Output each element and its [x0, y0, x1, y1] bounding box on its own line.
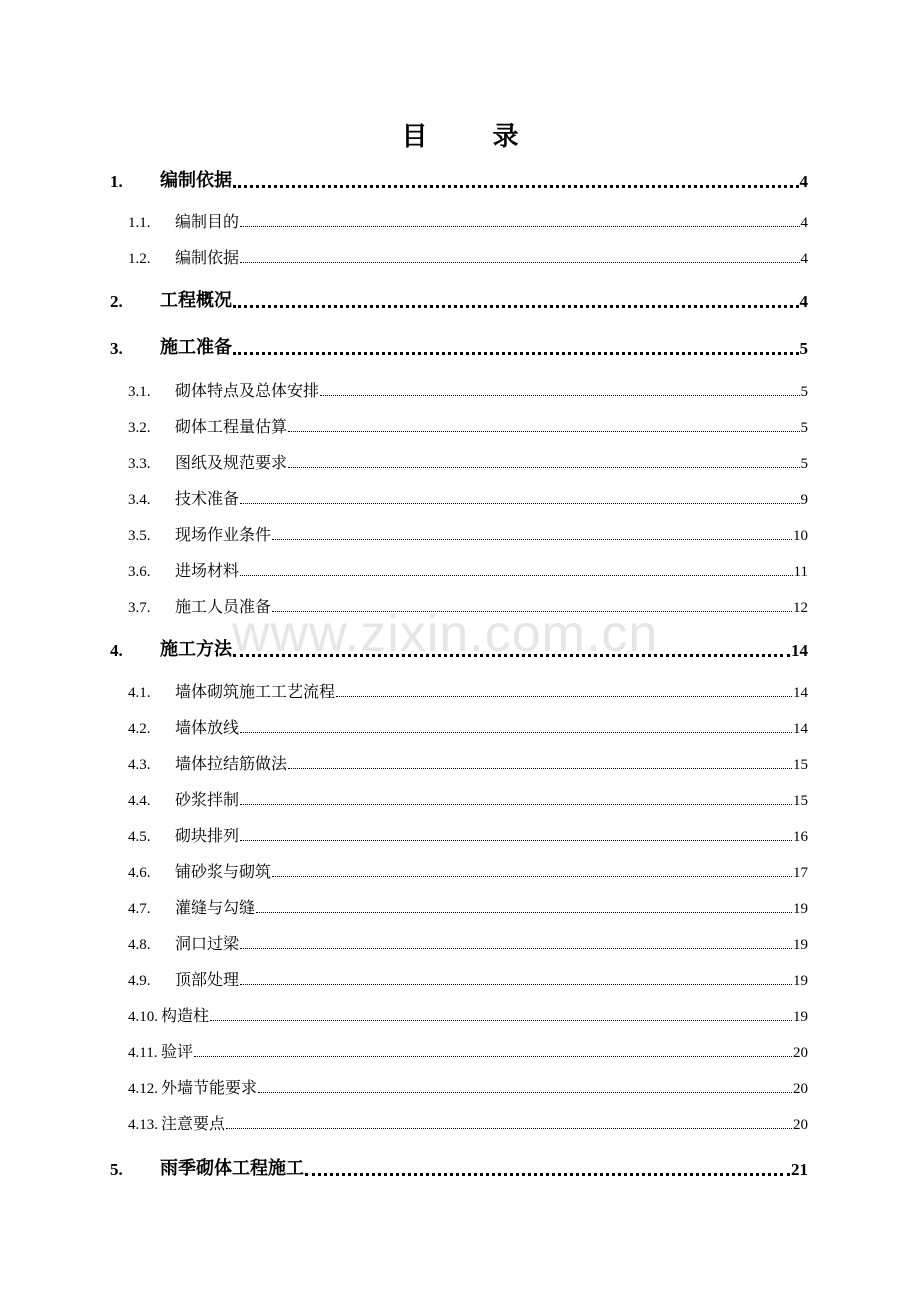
toc-dot-leader	[272, 876, 792, 877]
toc-entry-number: 4.2.	[128, 721, 151, 737]
toc-entry-title: 进场材料	[175, 561, 240, 580]
toc-entry-page: 11	[793, 564, 808, 580]
toc-entry-title: 砌体特点及总体安排	[175, 381, 320, 400]
toc-dot-leader	[233, 305, 799, 308]
toc-entry-title: 施工人员准备	[175, 597, 272, 616]
toc-entry-page: 4	[800, 251, 808, 267]
toc-entry[interactable]	[0, 206, 920, 232]
toc-dot-leader	[240, 503, 800, 504]
toc-entry-page: 20	[793, 1045, 808, 1061]
toc-dot-leader	[240, 804, 792, 805]
toc-entry-number: 1.	[110, 172, 123, 191]
toc-entry-title: 施工准备	[160, 337, 232, 358]
toc-dot-leader	[226, 1128, 792, 1129]
toc-entry[interactable]	[0, 591, 920, 617]
toc-entry-number: 4.4.	[128, 793, 151, 809]
toc-entry-page: 19	[793, 901, 808, 917]
toc-entry-number: 4.	[110, 641, 123, 660]
toc-entry-number: 4.3.	[128, 757, 151, 773]
toc-entry[interactable]	[0, 333, 920, 359]
toc-entry-title: 砂浆拌制	[175, 790, 240, 809]
toc-entry-page: 4	[799, 172, 808, 191]
toc-entry-page: 5	[800, 456, 808, 472]
toc-entry-title: 图纸及规范要求	[175, 453, 288, 472]
toc-entry-number: 4.8.	[128, 937, 151, 953]
toc-entry-number: 4.6.	[128, 865, 151, 881]
toc-entry[interactable]	[0, 1000, 920, 1026]
toc-entry[interactable]	[0, 964, 920, 990]
toc-entry-number: 3.2.	[128, 420, 151, 436]
toc-dot-leader	[288, 431, 800, 432]
toc-entry-number: 4.11.	[128, 1045, 158, 1061]
toc-dot-leader	[258, 1092, 792, 1093]
toc-entry-title: 顶部处理	[175, 970, 240, 989]
toc-dot-leader	[194, 1056, 792, 1057]
toc-entry[interactable]	[0, 856, 920, 882]
toc-entry-title: 外墙节能要求	[161, 1078, 258, 1097]
toc-entry-number: 4.12.	[128, 1081, 158, 1097]
toc-entry[interactable]	[0, 411, 920, 437]
toc-entry-title: 砌体工程量估算	[175, 417, 288, 436]
toc-entry-number: 3.5.	[128, 528, 151, 544]
toc-entry-page: 21	[791, 1160, 808, 1179]
toc-entry-title: 雨季砌体工程施工	[160, 1158, 304, 1179]
toc-dot-leader	[288, 768, 792, 769]
toc-entry[interactable]	[0, 676, 920, 702]
toc-entry-page: 12	[793, 600, 808, 616]
toc-entry[interactable]	[0, 1072, 920, 1098]
toc-entry-title: 编制目的	[175, 212, 240, 231]
toc-dot-leader	[272, 611, 792, 612]
toc-entry-page: 14	[791, 641, 808, 660]
toc-entry[interactable]	[0, 242, 920, 268]
toc-dot-leader	[256, 912, 792, 913]
toc-entry-page: 10	[793, 528, 808, 544]
toc-entry-title: 编制依据	[160, 170, 232, 191]
toc-entry-number: 4.13.	[128, 1117, 158, 1133]
toc-entry-number: 3.	[110, 339, 123, 358]
toc-entry[interactable]	[0, 928, 920, 954]
toc-dot-leader	[320, 395, 800, 396]
toc-dot-leader	[240, 262, 800, 263]
toc-entry-page: 19	[793, 973, 808, 989]
toc-dot-leader	[240, 948, 792, 949]
toc-dot-leader	[305, 1173, 790, 1176]
toc-entry-page: 17	[793, 865, 808, 881]
toc-entry-title: 洞口过梁	[175, 934, 240, 953]
toc-entry-page: 5	[800, 384, 808, 400]
toc-dot-leader	[233, 352, 799, 355]
toc-entry[interactable]	[0, 483, 920, 509]
toc-entry-title: 墙体放线	[175, 718, 240, 737]
toc-entry-page: 4	[799, 292, 808, 311]
toc-entry-page: 5	[799, 339, 808, 358]
toc-entry[interactable]	[0, 555, 920, 581]
toc-dot-leader	[272, 539, 792, 540]
toc-entry[interactable]	[0, 286, 920, 312]
toc-entry-page: 19	[793, 1009, 808, 1025]
toc-entry-number: 2.	[110, 292, 123, 311]
toc-entry[interactable]	[0, 784, 920, 810]
toc-entry-number: 3.1.	[128, 384, 151, 400]
toc-entry-number: 1.2.	[128, 251, 151, 267]
toc-dot-leader	[233, 185, 799, 188]
toc-entry-title: 灌缝与勾缝	[175, 898, 256, 917]
toc-entry-number: 4.5.	[128, 829, 151, 845]
toc-entry-title: 编制依据	[175, 248, 240, 267]
toc-entry[interactable]	[0, 892, 920, 918]
toc-entry[interactable]	[0, 1108, 920, 1134]
toc-entry-title: 工程概况	[160, 290, 232, 311]
toc-entry[interactable]	[0, 1154, 920, 1180]
toc-entry[interactable]	[0, 748, 920, 774]
toc-entry-page: 20	[793, 1117, 808, 1133]
toc-entry[interactable]	[0, 375, 920, 401]
toc-dot-leader	[210, 1020, 792, 1021]
toc-entry-page: 14	[793, 721, 808, 737]
toc-entry-number: 4.1.	[128, 685, 151, 701]
toc-entry-page: 4	[800, 215, 808, 231]
toc-entry-title: 验评	[161, 1042, 194, 1061]
toc-dot-leader	[336, 696, 792, 697]
toc-entry-page: 16	[793, 829, 808, 845]
toc-entry-number: 4.7.	[128, 901, 151, 917]
toc-entry-page: 19	[793, 937, 808, 953]
toc-entry-page: 15	[793, 793, 808, 809]
toc-entry-title: 构造柱	[161, 1006, 210, 1025]
toc-entry[interactable]	[0, 820, 920, 846]
toc-dot-leader	[288, 467, 800, 468]
toc-entry-number: 4.9.	[128, 973, 151, 989]
toc-entry-number: 1.1.	[128, 215, 151, 231]
toc-entry-page: 20	[793, 1081, 808, 1097]
toc-entry-title: 铺砂浆与砌筑	[175, 862, 272, 881]
toc-dot-leader	[240, 984, 792, 985]
toc-entry[interactable]	[0, 166, 920, 192]
toc-entry-page: 14	[793, 685, 808, 701]
toc-entry-page: 9	[800, 492, 808, 508]
toc-dot-leader	[240, 226, 800, 227]
toc-entry-title: 墙体拉结筋做法	[175, 754, 288, 773]
toc-entry[interactable]	[0, 635, 920, 661]
toc-entry-title: 现场作业条件	[175, 525, 272, 544]
toc-entry-number: 4.10.	[128, 1009, 158, 1025]
toc-entry-number: 3.4.	[128, 492, 151, 508]
toc-dot-leader	[240, 575, 793, 576]
toc-entry[interactable]	[0, 447, 920, 473]
toc-entry-title: 砌块排列	[175, 826, 240, 845]
toc-entry-number: 3.6.	[128, 564, 151, 580]
toc-dot-leader	[240, 840, 792, 841]
toc-entry-page: 15	[793, 757, 808, 773]
toc-entry-title: 墙体砌筑施工工艺流程	[175, 682, 336, 701]
toc-entry[interactable]	[0, 519, 920, 545]
toc-dot-leader	[233, 654, 790, 657]
toc-entry[interactable]	[0, 712, 920, 738]
toc-entry-title: 注意要点	[161, 1114, 226, 1133]
toc-entry[interactable]	[0, 1036, 920, 1062]
toc-dot-leader	[240, 732, 792, 733]
toc-entry-page: 5	[800, 420, 808, 436]
page-title: 目 录	[401, 122, 547, 152]
toc-entry-number: 3.7.	[128, 600, 151, 616]
toc-entry-title: 施工方法	[160, 639, 232, 660]
toc-entry-number: 5.	[110, 1160, 123, 1179]
toc-entry-title: 技术准备	[175, 489, 240, 508]
watermark-text: www.zixin.com.cn	[232, 605, 659, 663]
toc-entry-number: 3.3.	[128, 456, 151, 472]
